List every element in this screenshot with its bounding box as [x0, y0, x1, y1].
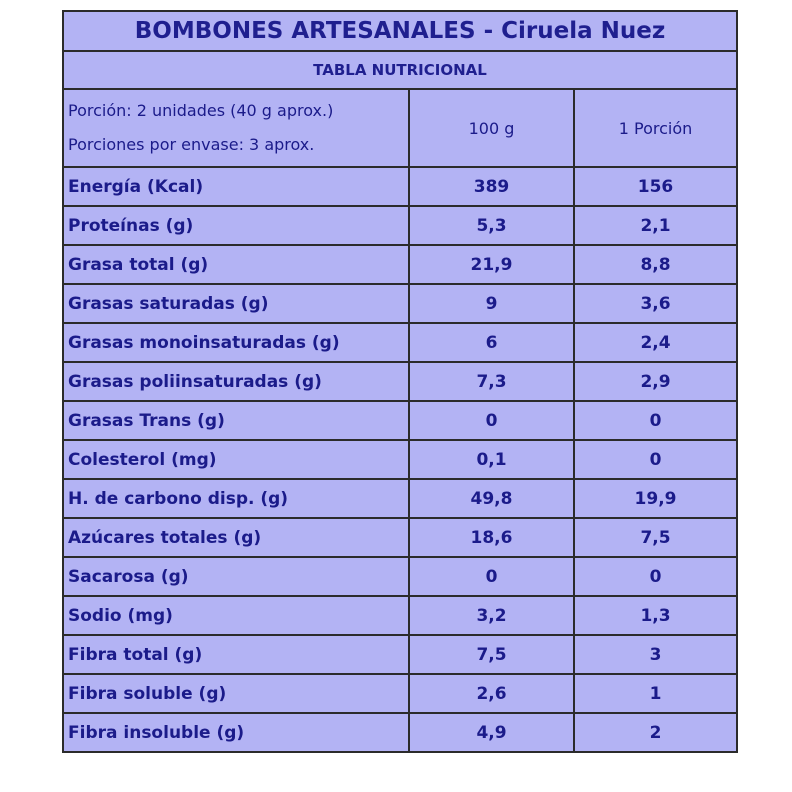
nutrient-label: Energía (Kcal) — [63, 167, 409, 206]
table-row — [63, 323, 737, 362]
nutrient-label: Grasas saturadas (g) — [63, 284, 409, 323]
table-row — [63, 518, 737, 557]
value-per-100g: 4,9 — [409, 713, 574, 752]
nutrient-label: Colesterol (mg) — [63, 440, 409, 479]
value-per-100g: 0 — [409, 401, 574, 440]
nutrient-label: Grasa total (g) — [63, 245, 409, 284]
value-per-100g: 2,6 — [409, 674, 574, 713]
nutrient-label: Sodio (mg) — [63, 596, 409, 635]
value-per-portion: 2,1 — [574, 206, 737, 245]
value-per-portion: 2,9 — [574, 362, 737, 401]
table-row — [63, 635, 737, 674]
column-header-portion: 1 Porción — [574, 89, 737, 167]
table-row — [63, 167, 737, 206]
table-row — [63, 245, 737, 284]
value-per-100g: 6 — [409, 323, 574, 362]
value-per-100g: 9 — [409, 284, 574, 323]
value-per-portion: 156 — [574, 167, 737, 206]
nutrient-label: Fibra total (g) — [63, 635, 409, 674]
nutrient-label: Proteínas (g) — [63, 206, 409, 245]
nutrient-label: H. de carbono disp. (g) — [63, 479, 409, 518]
value-per-portion: 3,6 — [574, 284, 737, 323]
value-per-100g: 0,1 — [409, 440, 574, 479]
value-per-100g: 21,9 — [409, 245, 574, 284]
portion-size: Porción: 2 unidades (40 g aprox.) — [68, 101, 334, 120]
value-per-portion: 2 — [574, 713, 737, 752]
nutrition-table-container — [62, 10, 736, 753]
value-per-portion: 0 — [574, 401, 737, 440]
table-row — [63, 362, 737, 401]
value-per-portion: 7,5 — [574, 518, 737, 557]
value-per-portion: 0 — [574, 440, 737, 479]
product-title: BOMBONES ARTESANALES - Ciruela Nuez — [63, 11, 737, 51]
table-row — [63, 284, 737, 323]
nutrient-label: Azúcares totales (g) — [63, 518, 409, 557]
value-per-100g: 7,3 — [409, 362, 574, 401]
value-per-portion: 1,3 — [574, 596, 737, 635]
value-per-100g: 389 — [409, 167, 574, 206]
value-per-portion: 3 — [574, 635, 737, 674]
value-per-portion: 1 — [574, 674, 737, 713]
nutrient-label: Sacarosa (g) — [63, 557, 409, 596]
table-row — [63, 596, 737, 635]
table-row — [63, 440, 737, 479]
portions-per-package: Porciones por envase: 3 aprox. — [68, 135, 315, 154]
column-header-100g: 100 g — [409, 89, 574, 167]
table-row — [63, 479, 737, 518]
table-row — [63, 713, 737, 752]
value-per-portion: 0 — [574, 557, 737, 596]
table-row — [63, 557, 737, 596]
table-row — [63, 674, 737, 713]
value-per-100g: 0 — [409, 557, 574, 596]
nutrient-label: Grasas monoinsaturadas (g) — [63, 323, 409, 362]
value-per-portion: 2,4 — [574, 323, 737, 362]
value-per-100g: 49,8 — [409, 479, 574, 518]
table-row — [63, 206, 737, 245]
nutrient-label: Grasas poliinsaturadas (g) — [63, 362, 409, 401]
value-per-100g: 5,3 — [409, 206, 574, 245]
nutrient-label: Fibra insoluble (g) — [63, 713, 409, 752]
value-per-100g: 18,6 — [409, 518, 574, 557]
nutrient-label: Fibra soluble (g) — [63, 674, 409, 713]
table-row — [63, 401, 737, 440]
value-per-100g: 7,5 — [409, 635, 574, 674]
value-per-portion: 19,9 — [574, 479, 737, 518]
table-subtitle: TABLA NUTRICIONAL — [63, 51, 737, 89]
value-per-100g: 3,2 — [409, 596, 574, 635]
portion-info — [63, 89, 409, 167]
nutrient-label: Grasas Trans (g) — [63, 401, 409, 440]
value-per-portion: 8,8 — [574, 245, 737, 284]
nutrition-table — [62, 10, 738, 753]
